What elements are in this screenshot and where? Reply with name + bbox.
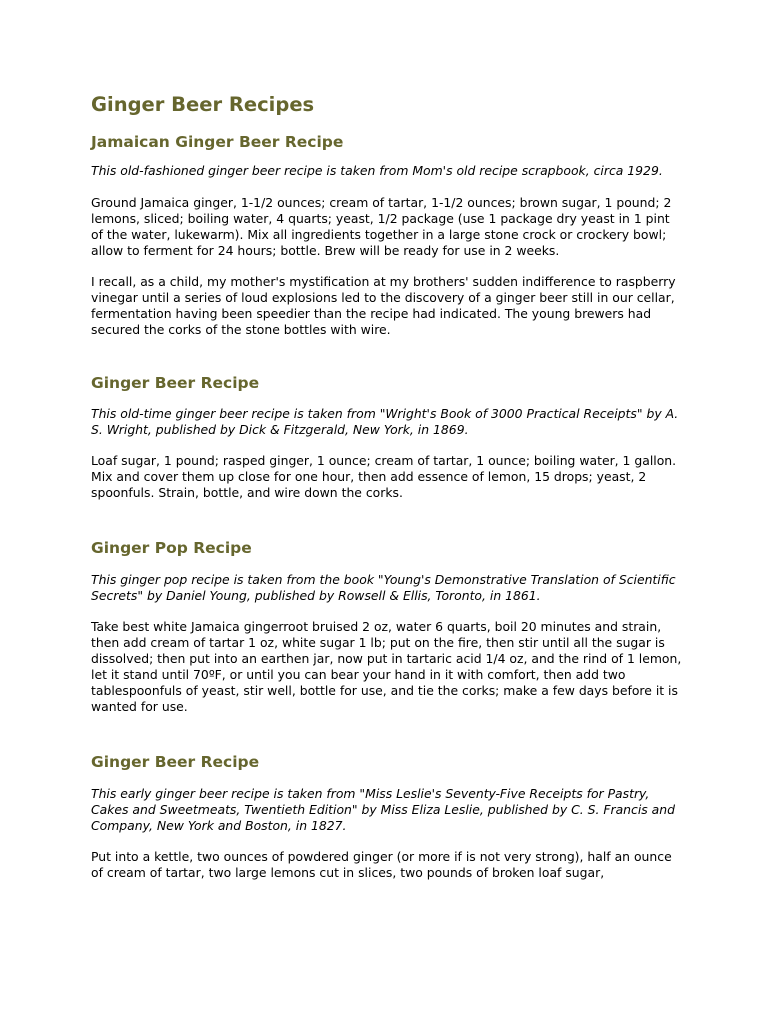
- section-intro: This old-fashioned ginger beer recipe is taken from Mom's old recipe scrapbook, circa 1929.: [91, 163, 663, 178]
- page-title: Ginger Beer Recipes: [91, 93, 315, 116]
- section-heading: Ginger Pop Recipe: [91, 539, 252, 557]
- recipe-section-ginger-pop: [91, 537, 683, 715]
- section-intro: This ginger pop recipe is taken from the book "Young's Demonstrative Translation of Scientific Secrets" by Daniel Young, published by Rowsell & Ellis, Toronto, in 1861.: [91, 572, 676, 603]
- recipe-section-ginger-beer-1827: [91, 751, 683, 881]
- recipe-section-jamaican: [91, 131, 683, 338]
- section-ingredients: Put into a kettle, two ounces of powdered ginger (or more if is not very strong), half an ounce of cream of tartar, two large lemons cut in slices, two pounds of broken loaf sugar,: [91, 849, 672, 880]
- section-ingredients: Take best white Jamaica gingerroot bruised 2 oz, water 6 quarts, boil 20 minutes and strain, then add cream of tartar 1 oz, white sugar 1 lb; put on the fire, then stir until all the sugar is dissolved; then put into an earthen jar, now put in tartaric acid 1/4 oz, and the rind of 1 lemon, let it stand until 70ºF, or until you can bear your hand in it with comfort, then add two tablespoonfuls of yeast, stir well, bottle for use, and tie the corks; make a few days before it is wanted for use.: [91, 619, 682, 714]
- section-intro: This early ginger beer recipe is taken from "Miss Leslie's Seventy-Five Receipts for Pastry, Cakes and Sweetmeats, Twentieth Edition" by Miss Eliza Leslie, published by C. S. Francis and Company, New York and Boston, in 1827.: [91, 786, 675, 833]
- section-anecdote: I recall, as a child, my mother's mystification at my brothers' sudden indifference to raspberry vinegar until a series of loud explosions led to the discovery of a ginger beer still in our cellar, fermentation having been speedier than the recipe had indicated. The young brewers had secured the corks of the stone bottles with wire.: [91, 274, 676, 337]
- recipe-section-ginger-beer-1869: [91, 372, 683, 501]
- section-ingredients: Ground Jamaica ginger, 1-1/2 ounces; cream of tartar, 1-1/2 ounces; brown sugar, 1 pound; 2 lemons, sliced; boiling water, 4 quarts; yeast, 1/2 package (use 1 package dry yeast in 1 pint of the water, lukewarm). Mix all ingredients together in a large stone crock or crockery bowl; allow to ferment for 24 hours; bottle. Brew will be ready for use in 2 weeks.: [91, 195, 672, 258]
- section-heading: Ginger Beer Recipe: [91, 753, 260, 771]
- document-page: [91, 92, 683, 881]
- section-heading: Ginger Beer Recipe: [91, 374, 260, 392]
- section-ingredients: Loaf sugar, 1 pound; rasped ginger, 1 ounce; cream of tartar, 1 ounce; boiling water, 1 gallon. Mix and cover them up close for one hour, then add essence of lemon, 15 drops; yeast, 2 spoonfuls. Strain, bottle, and wire down the corks.: [91, 453, 677, 500]
- section-heading: Jamaican Ginger Beer Recipe: [91, 133, 344, 151]
- section-intro: This old-time ginger beer recipe is taken from "Wright's Book of 3000 Practical Receipts" by A. S. Wright, published by Dick & Fitzgerald, New York, in 1869.: [91, 406, 679, 437]
